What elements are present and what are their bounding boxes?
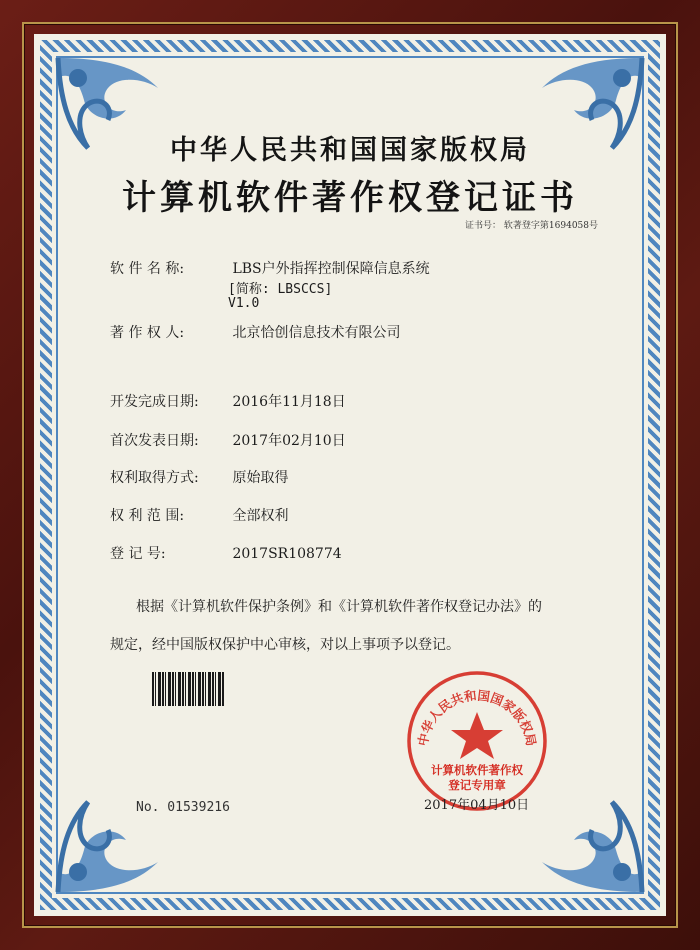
certificate-title: 计算机软件著作权登记证书 (122, 178, 578, 218)
official-seal-icon (404, 668, 550, 814)
publish-date-row (110, 430, 346, 450)
software-name-label: 软 件 名 称: (110, 261, 185, 277)
scope-value: 全部权利 (232, 508, 289, 524)
acquisition-label: 权利取得方式: (110, 470, 199, 486)
registration-label: 登 记 号: (110, 546, 166, 562)
acquisition-row (110, 467, 288, 487)
copyright-owner-row (110, 322, 400, 342)
software-version: V1.0 (228, 296, 260, 311)
serial-number: No. 01539216 (136, 800, 230, 815)
copyright-owner-value: 北京恰创信息技术有限公司 (232, 325, 401, 341)
barcode-icon (152, 672, 224, 706)
statement-line-2: 规定，经中国版权保护中心审核，对以上事项予以登记。 (110, 637, 460, 653)
seal-inner-line-2: 登记专用章 (448, 778, 506, 792)
software-name-value: LBS户外指挥控制保障信息系统 (232, 261, 430, 277)
statement-line-1: 根据《计算机软件保护条例》和《计算机软件著作权登记办法》的 (136, 599, 542, 615)
acquisition-value: 原始取得 (232, 470, 289, 486)
seal-outer-text: 中华人民共和国国家版权局 (414, 687, 540, 748)
scope-row (110, 505, 288, 525)
registration-value: 2017SR108774 (232, 546, 342, 562)
certificate-number: 证书号： 软著登字第1694058号 (465, 221, 598, 231)
completion-date-value: 2016年11月18日 (232, 394, 346, 410)
completion-date-label: 开发完成日期: (110, 394, 199, 410)
completion-date-row (110, 391, 346, 411)
issuer-title: 中华人民共和国国家版权局 (170, 135, 530, 166)
software-name-row (110, 258, 430, 278)
registration-row (110, 543, 342, 563)
copyright-owner-label: 著 作 权 人: (110, 325, 185, 341)
seal-inner-line-1: 计算机软件著作权 (431, 763, 523, 777)
software-short-name: [简称: LBSCCS] (228, 282, 333, 297)
scope-label: 权 利 范 围: (110, 508, 185, 524)
publish-date-label: 首次发表日期: (110, 433, 199, 449)
publish-date-value: 2017年02月10日 (232, 433, 346, 449)
issue-date: 2017年04月10日 (424, 798, 530, 813)
